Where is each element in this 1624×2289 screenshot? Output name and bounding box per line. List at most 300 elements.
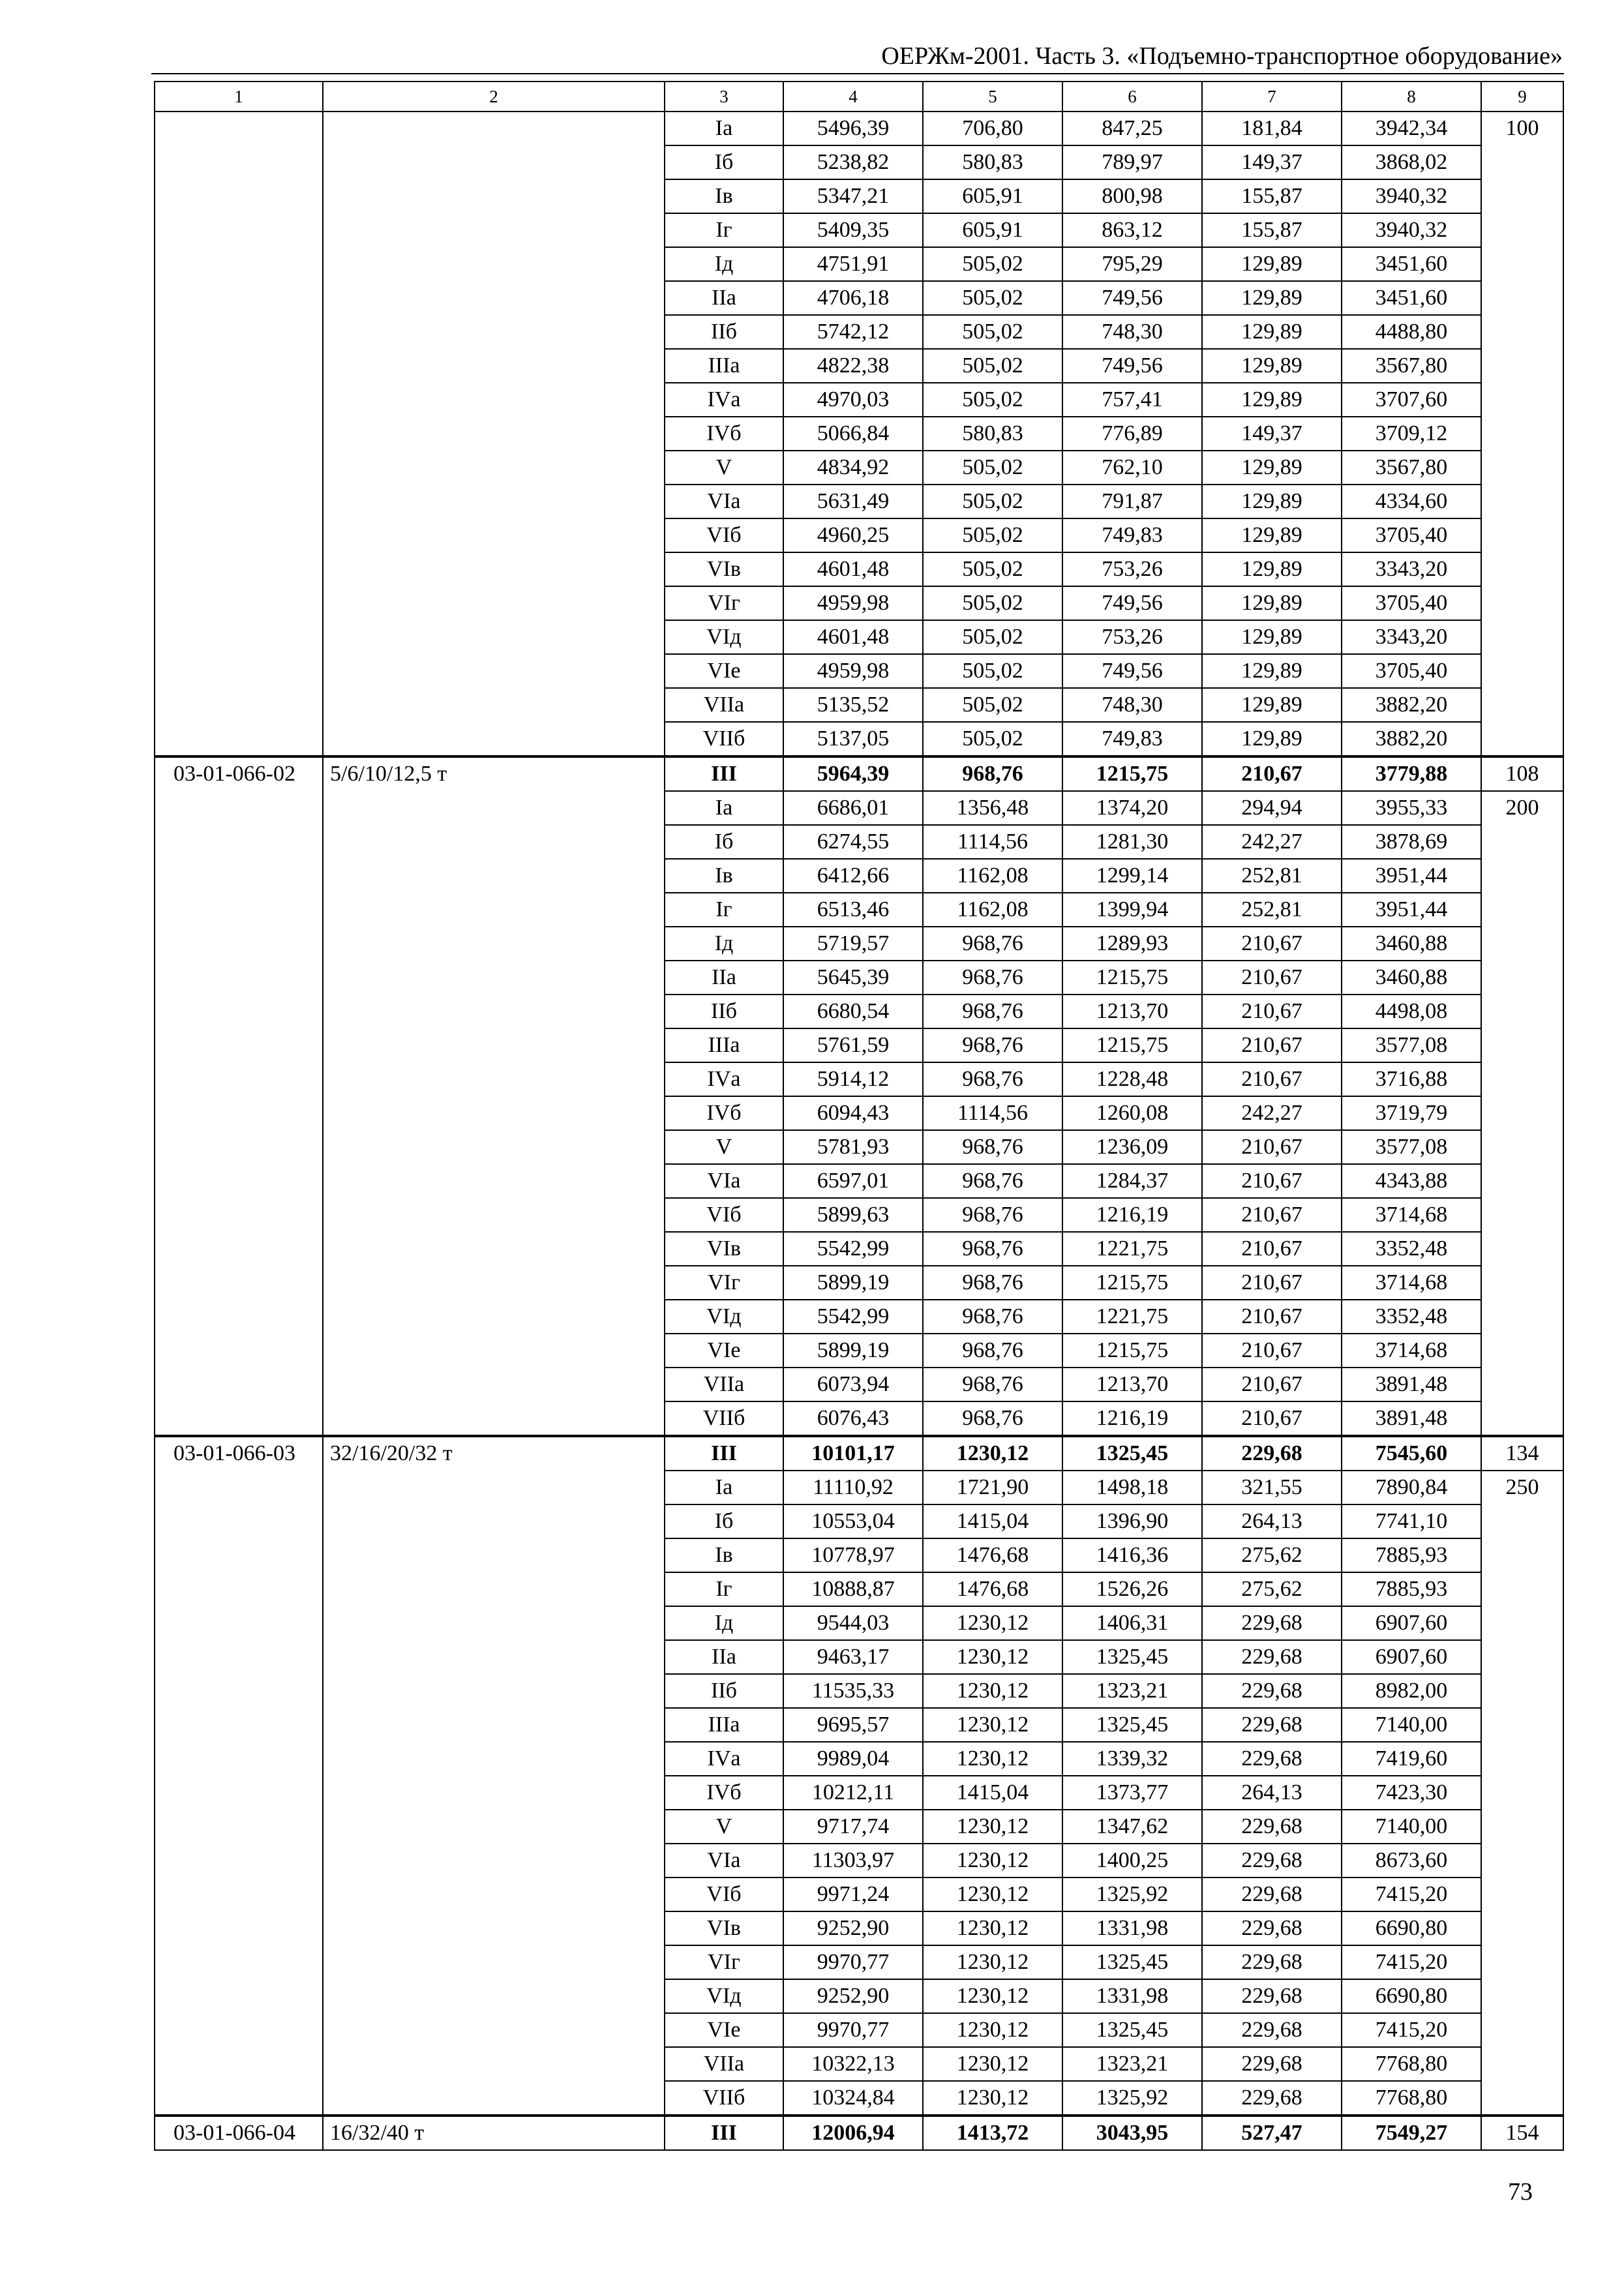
total-cost-cell: 6686,01 <box>783 791 923 825</box>
wage-cell: 968,76 <box>923 1401 1062 1436</box>
machinist-wage-cell: 229,68 <box>1202 1674 1342 1708</box>
total-cost-cell: 6274,55 <box>783 825 923 859</box>
wage-cell: 1230,12 <box>923 2081 1062 2116</box>
wage-cell: 505,02 <box>923 451 1062 485</box>
region-cell: IIа <box>665 961 783 995</box>
region-cell: Iб <box>665 145 783 179</box>
price-table <box>154 81 1564 2151</box>
total-cost-cell: 5135,52 <box>783 688 923 722</box>
machinist-wage-cell: 210,67 <box>1202 1232 1342 1266</box>
total-cost-cell: 12006,94 <box>783 2116 923 2150</box>
machinist-wage-cell: 210,67 <box>1202 1266 1342 1300</box>
machine-cost-cell: 1213,70 <box>1062 995 1202 1028</box>
machinist-wage-cell: 129,89 <box>1202 722 1342 756</box>
total-cost-cell: 5742,12 <box>783 315 923 349</box>
region-cell: IVб <box>665 1776 783 1810</box>
machinist-wage-cell: 275,62 <box>1202 1572 1342 1606</box>
column-number-cell: 6 <box>1062 82 1202 112</box>
region-cell: IIа <box>665 1640 783 1674</box>
wage-cell: 505,02 <box>923 383 1062 417</box>
machinist-wage-cell: 129,89 <box>1202 349 1342 383</box>
materials-cost-cell: 4334,60 <box>1342 485 1481 518</box>
machine-cost-cell: 762,10 <box>1062 451 1202 485</box>
region-cell: VIг <box>665 1945 783 1979</box>
machinist-wage-cell: 129,89 <box>1202 485 1342 518</box>
region-cell: III <box>665 2116 783 2150</box>
machine-cost-cell: 1323,21 <box>1062 1674 1202 1708</box>
total-cost-cell: 5964,39 <box>783 756 923 791</box>
region-cell: VIIб <box>665 722 783 756</box>
materials-cost-cell: 3343,20 <box>1342 620 1481 654</box>
machinist-wage-cell: 275,62 <box>1202 1538 1342 1572</box>
machinist-wage-cell: 229,68 <box>1202 2013 1342 2047</box>
machine-cost-cell: 749,83 <box>1062 518 1202 552</box>
region-cell: Iв <box>665 1538 783 1572</box>
materials-cost-cell: 3709,12 <box>1342 417 1481 451</box>
wage-cell: 1476,68 <box>923 1572 1062 1606</box>
machinist-wage-cell: 321,55 <box>1202 1471 1342 1504</box>
machinist-wage-cell: 129,89 <box>1202 281 1342 315</box>
rate-code-cell: 03-01-066-02 <box>155 756 323 1436</box>
machinist-wage-cell: 229,68 <box>1202 1742 1342 1776</box>
machine-cost-cell: 1325,45 <box>1062 1436 1202 1471</box>
materials-cost-cell: 3705,40 <box>1342 518 1481 552</box>
wage-cell: 968,76 <box>923 961 1062 995</box>
materials-cost-cell: 3714,68 <box>1342 1334 1481 1368</box>
wage-cell: 968,76 <box>923 927 1062 961</box>
machinist-wage-cell: 129,89 <box>1202 688 1342 722</box>
machine-cost-cell: 1325,45 <box>1062 1708 1202 1742</box>
labor-cell: 200 <box>1481 791 1563 1436</box>
materials-cost-cell: 3577,08 <box>1342 1028 1481 1062</box>
materials-cost-cell: 3714,68 <box>1342 1198 1481 1232</box>
wage-cell: 505,02 <box>923 349 1062 383</box>
total-cost-cell: 9695,57 <box>783 1708 923 1742</box>
total-cost-cell: 5066,84 <box>783 417 923 451</box>
total-cost-cell: 4601,48 <box>783 620 923 654</box>
total-cost-cell: 6597,01 <box>783 1164 923 1198</box>
region-cell: Iд <box>665 927 783 961</box>
materials-cost-cell: 7545,60 <box>1342 1436 1481 1471</box>
wage-cell: 1230,12 <box>923 1979 1062 2013</box>
materials-cost-cell: 6907,60 <box>1342 1640 1481 1674</box>
materials-cost-cell: 3343,20 <box>1342 552 1481 586</box>
materials-cost-cell: 7549,27 <box>1342 2116 1481 2150</box>
total-cost-cell: 5542,99 <box>783 1300 923 1334</box>
wage-cell: 505,02 <box>923 654 1062 688</box>
machine-cost-cell: 753,26 <box>1062 620 1202 654</box>
total-cost-cell: 10212,11 <box>783 1776 923 1810</box>
region-cell: VIв <box>665 1911 783 1945</box>
labor-cell: 100 <box>1481 112 1563 756</box>
wage-cell: 968,76 <box>923 1300 1062 1334</box>
page-number: 73 <box>1508 2178 1533 2206</box>
region-cell: Iб <box>665 1504 783 1538</box>
machinist-wage-cell: 229,68 <box>1202 1979 1342 2013</box>
total-cost-cell: 6412,66 <box>783 859 923 893</box>
column-number-cell: 5 <box>923 82 1062 112</box>
machinist-wage-cell: 210,67 <box>1202 961 1342 995</box>
total-cost-cell: 5238,82 <box>783 145 923 179</box>
wage-cell: 1230,12 <box>923 1844 1062 1878</box>
materials-cost-cell: 3567,80 <box>1342 451 1481 485</box>
machinist-wage-cell: 229,68 <box>1202 1640 1342 1674</box>
materials-cost-cell: 7885,93 <box>1342 1572 1481 1606</box>
materials-cost-cell: 3707,60 <box>1342 383 1481 417</box>
region-cell: IIа <box>665 281 783 315</box>
machine-cost-cell: 1396,90 <box>1062 1504 1202 1538</box>
machine-cost-cell: 1325,92 <box>1062 1878 1202 1911</box>
wage-cell: 968,76 <box>923 1198 1062 1232</box>
region-cell: III <box>665 1436 783 1471</box>
labor-cell: 108 <box>1481 756 1563 791</box>
materials-cost-cell: 7415,20 <box>1342 2013 1481 2047</box>
machine-cost-cell: 1323,21 <box>1062 2047 1202 2081</box>
machine-cost-cell: 791,87 <box>1062 485 1202 518</box>
machine-cost-cell: 1215,75 <box>1062 1266 1202 1300</box>
wage-cell: 1230,12 <box>923 1945 1062 1979</box>
machinist-wage-cell: 129,89 <box>1202 620 1342 654</box>
machinist-wage-cell: 210,67 <box>1202 1130 1342 1164</box>
machine-cost-cell: 800,98 <box>1062 179 1202 213</box>
machinist-wage-cell: 210,67 <box>1202 756 1342 791</box>
materials-cost-cell: 3460,88 <box>1342 961 1481 995</box>
machine-cost-cell: 1221,75 <box>1062 1300 1202 1334</box>
machine-cost-cell: 1325,45 <box>1062 2013 1202 2047</box>
materials-cost-cell: 3951,44 <box>1342 893 1481 927</box>
wage-cell: 605,91 <box>923 179 1062 213</box>
wage-cell: 1476,68 <box>923 1538 1062 1572</box>
wage-cell: 1230,12 <box>923 1810 1062 1844</box>
machine-cost-cell: 1406,31 <box>1062 1606 1202 1640</box>
machine-cost-cell: 1215,75 <box>1062 1028 1202 1062</box>
region-cell: Iг <box>665 893 783 927</box>
machine-cost-cell: 1284,37 <box>1062 1164 1202 1198</box>
machine-cost-cell: 1498,18 <box>1062 1471 1202 1504</box>
capacity-cell <box>323 112 665 756</box>
column-number-cell: 4 <box>783 82 923 112</box>
machine-cost-cell: 1526,26 <box>1062 1572 1202 1606</box>
machinist-wage-cell: 229,68 <box>1202 1606 1342 1640</box>
machinist-wage-cell: 210,67 <box>1202 1368 1342 1401</box>
wage-cell: 1230,12 <box>923 1708 1062 1742</box>
machinist-wage-cell: 210,67 <box>1202 1198 1342 1232</box>
wage-cell: 968,76 <box>923 1368 1062 1401</box>
column-number-cell: 7 <box>1202 82 1342 112</box>
table-row <box>155 2116 1563 2150</box>
region-cell: VIIа <box>665 2047 783 2081</box>
labor-cell: 154 <box>1481 2116 1563 2150</box>
machine-cost-cell: 795,29 <box>1062 247 1202 281</box>
machinist-wage-cell: 264,13 <box>1202 1504 1342 1538</box>
machinist-wage-cell: 129,89 <box>1202 315 1342 349</box>
region-cell: IVа <box>665 1062 783 1096</box>
machinist-wage-cell: 229,68 <box>1202 1945 1342 1979</box>
column-number-cell: 2 <box>323 82 665 112</box>
region-cell: Iд <box>665 1606 783 1640</box>
total-cost-cell: 4822,38 <box>783 349 923 383</box>
machinist-wage-cell: 527,47 <box>1202 2116 1342 2150</box>
wage-cell: 968,76 <box>923 995 1062 1028</box>
machine-cost-cell: 789,97 <box>1062 145 1202 179</box>
machinist-wage-cell: 129,89 <box>1202 518 1342 552</box>
wage-cell: 1230,12 <box>923 2013 1062 2047</box>
total-cost-cell: 11110,92 <box>783 1471 923 1504</box>
materials-cost-cell: 3882,20 <box>1342 688 1481 722</box>
wage-cell: 1415,04 <box>923 1504 1062 1538</box>
region-cell: VIIа <box>665 1368 783 1401</box>
total-cost-cell: 5496,39 <box>783 112 923 145</box>
wage-cell: 505,02 <box>923 315 1062 349</box>
machine-cost-cell: 863,12 <box>1062 213 1202 247</box>
materials-cost-cell: 7885,93 <box>1342 1538 1481 1572</box>
region-cell: V <box>665 1130 783 1164</box>
machinist-wage-cell: 252,81 <box>1202 859 1342 893</box>
machine-cost-cell: 1416,36 <box>1062 1538 1202 1572</box>
machinist-wage-cell: 242,27 <box>1202 825 1342 859</box>
region-cell: VIб <box>665 1198 783 1232</box>
rate-code-cell <box>155 112 323 756</box>
wage-cell: 505,02 <box>923 552 1062 586</box>
wage-cell: 706,80 <box>923 112 1062 145</box>
region-cell: IIIа <box>665 1028 783 1062</box>
region-cell: Iг <box>665 213 783 247</box>
region-cell: VIа <box>665 1844 783 1878</box>
wage-cell: 580,83 <box>923 145 1062 179</box>
machine-cost-cell: 1325,92 <box>1062 2081 1202 2116</box>
region-cell: III <box>665 756 783 791</box>
total-cost-cell: 6680,54 <box>783 995 923 1028</box>
wage-cell: 1162,08 <box>923 859 1062 893</box>
machinist-wage-cell: 129,89 <box>1202 451 1342 485</box>
total-cost-cell: 10778,97 <box>783 1538 923 1572</box>
machinist-wage-cell: 129,89 <box>1202 247 1342 281</box>
column-number-cell: 1 <box>155 82 323 112</box>
region-cell: VIд <box>665 620 783 654</box>
machine-cost-cell: 1289,93 <box>1062 927 1202 961</box>
region-cell: Iг <box>665 1572 783 1606</box>
machine-cost-cell: 757,41 <box>1062 383 1202 417</box>
wage-cell: 505,02 <box>923 485 1062 518</box>
machine-cost-cell: 749,56 <box>1062 586 1202 620</box>
machine-cost-cell: 1339,32 <box>1062 1742 1202 1776</box>
total-cost-cell: 4751,91 <box>783 247 923 281</box>
region-cell: IIб <box>665 315 783 349</box>
total-cost-cell: 5899,19 <box>783 1334 923 1368</box>
wage-cell: 1230,12 <box>923 1878 1062 1911</box>
total-cost-cell: 9252,90 <box>783 1979 923 2013</box>
region-cell: VIе <box>665 654 783 688</box>
capacity-cell: 5/6/10/12,5 т <box>323 756 665 1436</box>
total-cost-cell: 6076,43 <box>783 1401 923 1436</box>
machine-cost-cell: 748,30 <box>1062 688 1202 722</box>
region-cell: V <box>665 1810 783 1844</box>
machinist-wage-cell: 149,37 <box>1202 145 1342 179</box>
total-cost-cell: 10101,17 <box>783 1436 923 1471</box>
wage-cell: 1114,56 <box>923 1096 1062 1130</box>
region-cell: VIIа <box>665 688 783 722</box>
region-cell: Iв <box>665 859 783 893</box>
machine-cost-cell: 749,56 <box>1062 281 1202 315</box>
region-cell: VIе <box>665 1334 783 1368</box>
machinist-wage-cell: 264,13 <box>1202 1776 1342 1810</box>
materials-cost-cell: 3878,69 <box>1342 825 1481 859</box>
total-cost-cell: 6094,43 <box>783 1096 923 1130</box>
region-cell: IIIа <box>665 349 783 383</box>
wage-cell: 968,76 <box>923 1164 1062 1198</box>
materials-cost-cell: 3891,48 <box>1342 1401 1481 1436</box>
region-cell: IVб <box>665 1096 783 1130</box>
machine-cost-cell: 1373,77 <box>1062 1776 1202 1810</box>
total-cost-cell: 5761,59 <box>783 1028 923 1062</box>
materials-cost-cell: 3705,40 <box>1342 654 1481 688</box>
region-cell: VIб <box>665 1878 783 1911</box>
machine-cost-cell: 1215,75 <box>1062 961 1202 995</box>
materials-cost-cell: 3955,33 <box>1342 791 1481 825</box>
total-cost-cell: 5719,57 <box>783 927 923 961</box>
total-cost-cell: 9463,17 <box>783 1640 923 1674</box>
machine-cost-cell: 1213,70 <box>1062 1368 1202 1401</box>
machinist-wage-cell: 149,37 <box>1202 417 1342 451</box>
region-cell: IIб <box>665 1674 783 1708</box>
total-cost-cell: 5899,63 <box>783 1198 923 1232</box>
region-cell: IVа <box>665 383 783 417</box>
materials-cost-cell: 3352,48 <box>1342 1232 1481 1266</box>
column-number-row <box>155 82 1563 112</box>
total-cost-cell: 10322,13 <box>783 2047 923 2081</box>
total-cost-cell: 5409,35 <box>783 213 923 247</box>
materials-cost-cell: 3942,34 <box>1342 112 1481 145</box>
machine-cost-cell: 753,26 <box>1062 552 1202 586</box>
total-cost-cell: 9544,03 <box>783 1606 923 1640</box>
region-cell: VIIб <box>665 1401 783 1436</box>
machine-cost-cell: 1299,14 <box>1062 859 1202 893</box>
region-cell: Iд <box>665 247 783 281</box>
total-cost-cell: 6073,94 <box>783 1368 923 1401</box>
wage-cell: 505,02 <box>923 722 1062 756</box>
wage-cell: 968,76 <box>923 1266 1062 1300</box>
materials-cost-cell: 6690,80 <box>1342 1979 1481 2013</box>
materials-cost-cell: 4343,88 <box>1342 1164 1481 1198</box>
region-cell: V <box>665 451 783 485</box>
region-cell: Iа <box>665 791 783 825</box>
wage-cell: 968,76 <box>923 1028 1062 1062</box>
machine-cost-cell: 776,89 <box>1062 417 1202 451</box>
machine-cost-cell: 1399,94 <box>1062 893 1202 927</box>
materials-cost-cell: 3716,88 <box>1342 1062 1481 1096</box>
machine-cost-cell: 1221,75 <box>1062 1232 1202 1266</box>
wage-cell: 1356,48 <box>923 791 1062 825</box>
materials-cost-cell: 8673,60 <box>1342 1844 1481 1878</box>
materials-cost-cell: 4498,08 <box>1342 995 1481 1028</box>
total-cost-cell: 5914,12 <box>783 1062 923 1096</box>
machinist-wage-cell: 210,67 <box>1202 1300 1342 1334</box>
machinist-wage-cell: 242,27 <box>1202 1096 1342 1130</box>
table-row <box>155 756 1563 791</box>
machine-cost-cell: 1216,19 <box>1062 1401 1202 1436</box>
machinist-wage-cell: 155,87 <box>1202 179 1342 213</box>
total-cost-cell: 11303,97 <box>783 1844 923 1878</box>
machine-cost-cell: 1260,08 <box>1062 1096 1202 1130</box>
materials-cost-cell: 3451,60 <box>1342 247 1481 281</box>
region-cell: VIIб <box>665 2081 783 2116</box>
region-cell: VIе <box>665 2013 783 2047</box>
wage-cell: 1230,12 <box>923 1436 1062 1471</box>
wage-cell: 1413,72 <box>923 2116 1062 2150</box>
machinist-wage-cell: 210,67 <box>1202 1401 1342 1436</box>
machine-cost-cell: 1215,75 <box>1062 1334 1202 1368</box>
materials-cost-cell: 3868,02 <box>1342 145 1481 179</box>
capacity-cell: 32/16/20/32 т <box>323 1436 665 2116</box>
materials-cost-cell: 3940,32 <box>1342 213 1481 247</box>
total-cost-cell: 4960,25 <box>783 518 923 552</box>
total-cost-cell: 4601,48 <box>783 552 923 586</box>
materials-cost-cell: 3567,80 <box>1342 349 1481 383</box>
total-cost-cell: 9989,04 <box>783 1742 923 1776</box>
machinist-wage-cell: 210,67 <box>1202 995 1342 1028</box>
machine-cost-cell: 1325,45 <box>1062 1945 1202 1979</box>
machine-cost-cell: 1331,98 <box>1062 1911 1202 1945</box>
header-rule <box>151 73 1564 74</box>
machinist-wage-cell: 129,89 <box>1202 383 1342 417</box>
materials-cost-cell: 3940,32 <box>1342 179 1481 213</box>
machine-cost-cell: 1325,45 <box>1062 1640 1202 1674</box>
wage-cell: 968,76 <box>923 1062 1062 1096</box>
wage-cell: 968,76 <box>923 1232 1062 1266</box>
region-cell: Iа <box>665 1471 783 1504</box>
region-cell: VIг <box>665 586 783 620</box>
total-cost-cell: 10324,84 <box>783 2081 923 2116</box>
machinist-wage-cell: 229,68 <box>1202 2081 1342 2116</box>
column-number-cell: 3 <box>665 82 783 112</box>
wage-cell: 1230,12 <box>923 1674 1062 1708</box>
wage-cell: 968,76 <box>923 1334 1062 1368</box>
column-number-cell: 9 <box>1481 82 1563 112</box>
materials-cost-cell: 3705,40 <box>1342 586 1481 620</box>
region-cell: IIб <box>665 995 783 1028</box>
wage-cell: 968,76 <box>923 1130 1062 1164</box>
wage-cell: 1230,12 <box>923 1911 1062 1945</box>
machine-cost-cell: 1236,09 <box>1062 1130 1202 1164</box>
region-cell: IVа <box>665 1742 783 1776</box>
materials-cost-cell: 3577,08 <box>1342 1130 1481 1164</box>
materials-cost-cell: 7415,20 <box>1342 1878 1481 1911</box>
machinist-wage-cell: 252,81 <box>1202 893 1342 927</box>
machinist-wage-cell: 229,68 <box>1202 2047 1342 2081</box>
materials-cost-cell: 6690,80 <box>1342 1911 1481 1945</box>
total-cost-cell: 11535,33 <box>783 1674 923 1708</box>
total-cost-cell: 4834,92 <box>783 451 923 485</box>
materials-cost-cell: 7419,60 <box>1342 1742 1481 1776</box>
total-cost-cell: 9970,77 <box>783 2013 923 2047</box>
machine-cost-cell: 1400,25 <box>1062 1844 1202 1878</box>
materials-cost-cell: 3451,60 <box>1342 281 1481 315</box>
materials-cost-cell: 3779,88 <box>1342 756 1481 791</box>
materials-cost-cell: 8982,00 <box>1342 1674 1481 1708</box>
region-cell: VIв <box>665 1232 783 1266</box>
total-cost-cell: 4706,18 <box>783 281 923 315</box>
total-cost-cell: 9252,90 <box>783 1911 923 1945</box>
wage-cell: 1230,12 <box>923 1640 1062 1674</box>
region-cell: IVб <box>665 417 783 451</box>
capacity-cell: 16/32/40 т <box>323 2116 665 2150</box>
materials-cost-cell: 3719,79 <box>1342 1096 1481 1130</box>
materials-cost-cell: 3951,44 <box>1342 859 1481 893</box>
materials-cost-cell: 7768,80 <box>1342 2047 1481 2081</box>
wage-cell: 580,83 <box>923 417 1062 451</box>
total-cost-cell: 4959,98 <box>783 654 923 688</box>
region-cell: IIIа <box>665 1708 783 1742</box>
